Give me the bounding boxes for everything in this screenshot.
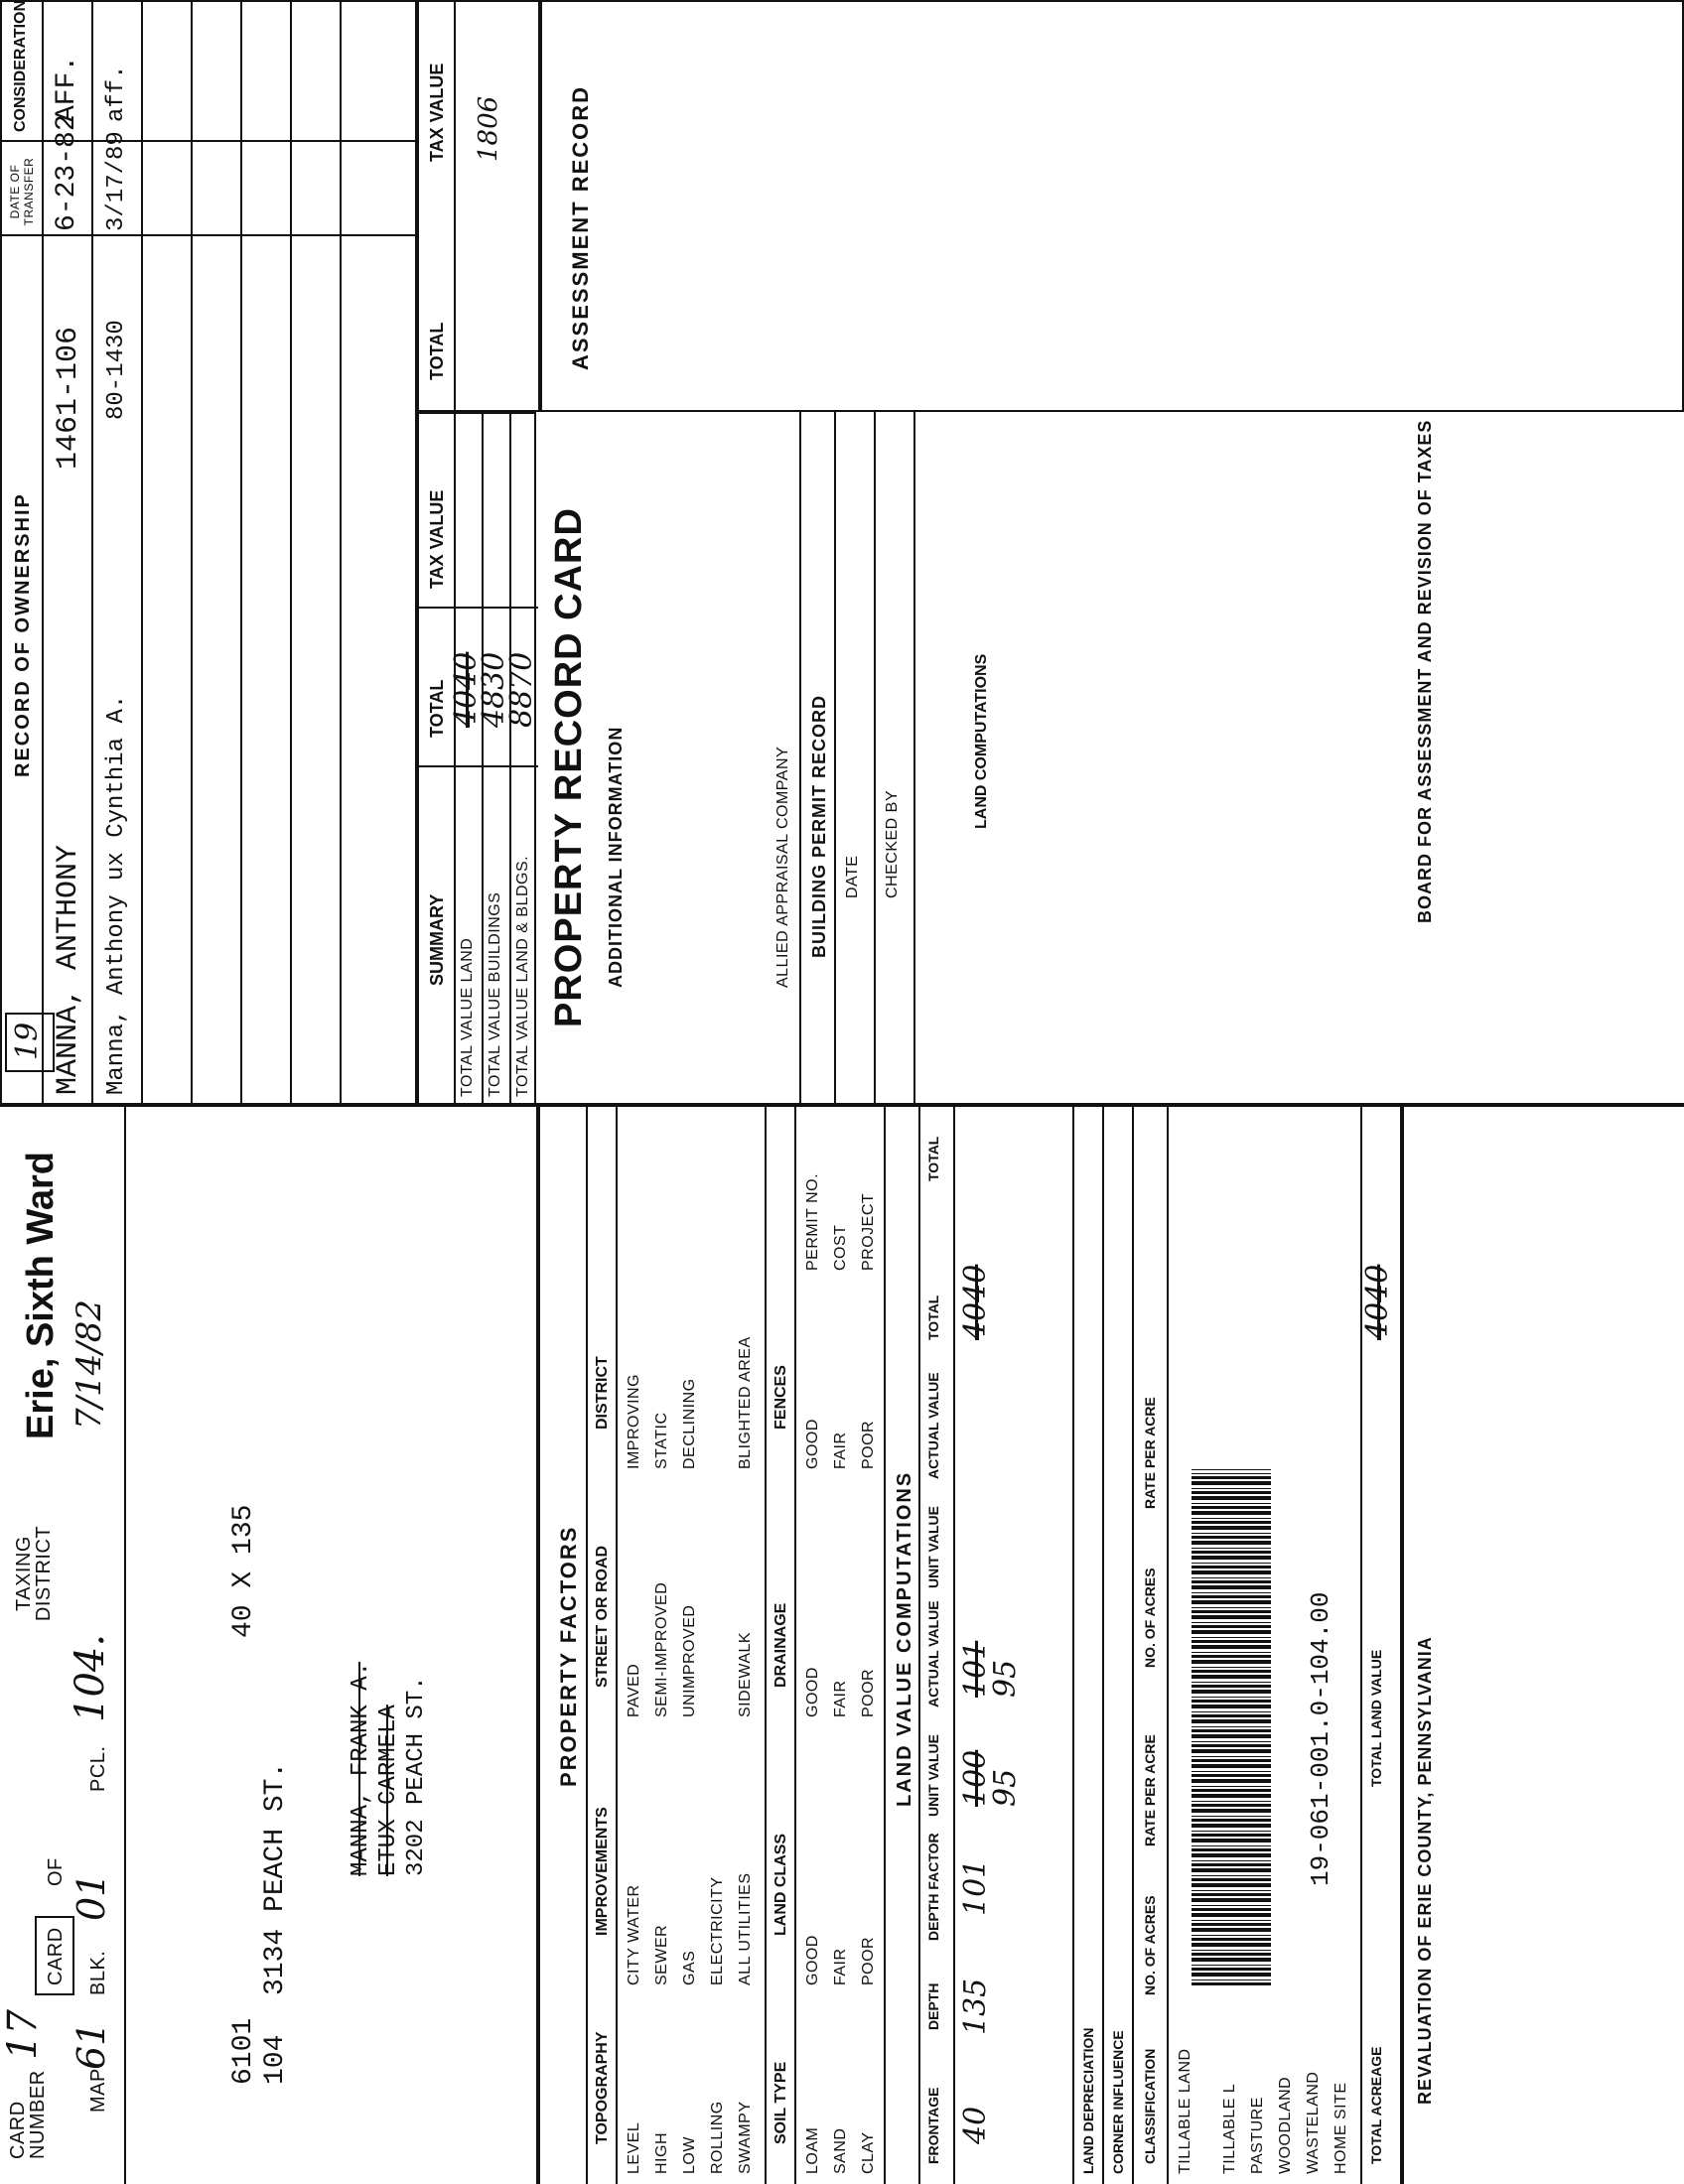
impr-sewer: SEWER (653, 1924, 670, 1985)
owner-row1-consideration: AFF. (52, 55, 82, 122)
class-pasture: PASTURE (1249, 2097, 1266, 2174)
parcel-owner-addr: 3202 PEACH ST. (403, 1676, 430, 1876)
lv-h-actual1: ACTUAL VALUE (925, 1600, 941, 1707)
impr-water: CITY WATER (626, 1884, 642, 1985)
land-depreciation: LAND DEPRECIATION (1080, 2027, 1096, 2174)
ownership-title: RECORD OF OWNERSHIP (12, 492, 34, 777)
class-tillable-l: TILLABLE L (1221, 2083, 1238, 2174)
card-number-label: CARD NUMBER (7, 2070, 49, 2159)
class-home-site: HOME SITE (1333, 2082, 1349, 2174)
assessment-tax-label: TAX VALUE (427, 63, 447, 162)
summary-row1-total: 4040 (449, 651, 484, 728)
total-land-value-hand: 4040 (1360, 1264, 1395, 1340)
class-h-rate1: RATE PER ACRE (1142, 1734, 1158, 1846)
district-blighted: BLIGHTED AREA (737, 1336, 754, 1469)
record-card-title: PROPERTY RECORD CARD (548, 507, 590, 1027)
land-class-header: LAND CLASS (772, 1833, 789, 1936)
owner-row2-book: 80-1430 (103, 320, 130, 420)
soil-header: SOIL TYPE (772, 2061, 789, 2144)
land-value-title: LAND VALUE COMPUTATIONS (894, 1470, 915, 1807)
fences-header: FENCES (772, 1365, 789, 1430)
parcel-line1: 6101 (228, 2017, 259, 2085)
summary-row3-label: TOTAL VALUE LAND & BLDGS. (514, 855, 531, 1097)
class-h-acres1: NO. OF ACRES (1142, 1895, 1158, 1995)
landclass-good: GOOD (804, 1935, 821, 1985)
lv-h-factor: DEPTH FACTOR (925, 1833, 941, 1941)
permit-no-label: PERMIT NO. (804, 1172, 821, 1271)
lv-total: 4040 (958, 1264, 993, 1340)
district-header: DISTRICT (594, 1356, 611, 1430)
assessment-hand1: 1806 (474, 95, 503, 162)
additional-info: ADDITIONAL INFORMATION (606, 726, 626, 988)
allied-company: ALLIED APPRAISAL COMPANY (774, 746, 791, 988)
summary-section (417, 412, 539, 1107)
owner-row1-book: 1461-106 (52, 326, 85, 470)
fences-good: GOOD (804, 1419, 821, 1469)
footer-right: BOARD FOR ASSESSMENT AND REVISION OF TAXES (1415, 419, 1435, 923)
street-unimproved: UNIMPROVED (681, 1604, 698, 1717)
map-label: MAP (87, 2068, 109, 2113)
owner-row2-name: Manna, Anthony ux Cynthia A. (103, 694, 130, 1095)
corner-influence: CORNER INFLUENCE (1110, 2030, 1126, 2174)
parcel-dimensions: 40 X 135 (228, 1504, 259, 1638)
assessment-section (417, 0, 1684, 412)
landclass-fair: FAIR (832, 1948, 849, 1985)
street-sidewalk: SIDEWALK (737, 1631, 754, 1717)
topography-header: TOPOGRAPHY (594, 2031, 611, 2144)
lv-unit1: 100 (958, 1749, 993, 1807)
owner-row2-consideration: aff. (103, 65, 130, 122)
lv-unit1b: 95 (988, 1768, 1023, 1807)
total-land-value: TOTAL LAND VALUE (1368, 1649, 1384, 1787)
lv-h-actual2: ACTUAL VALUE (925, 1372, 941, 1479)
footer-left: REVALUATION OF ERIE COUNTY, PENNSYLVANIA (1415, 1636, 1435, 2105)
fences-poor: POOR (860, 1420, 877, 1469)
lv-h-unit1: UNIT VALUE (925, 1734, 941, 1817)
record-card-band (536, 412, 1684, 1107)
consideration-label: CONSIDERATION (12, 0, 29, 132)
topo-level: LEVEL (626, 2121, 642, 2174)
summary-title: SUMMARY (427, 893, 447, 986)
date-transfer-label: DATE OF TRANSFER (8, 157, 36, 226)
summary-row2-label: TOTAL VALUE BUILDINGS (487, 891, 503, 1097)
impr-gas: GAS (681, 1950, 698, 1985)
lv-factor: 101 (958, 1858, 993, 1916)
street-paved: PAVED (626, 1663, 642, 1717)
parcel-owner-strike2: ETUX CARMELA (375, 1705, 402, 1876)
project-label: PROJECT (860, 1192, 877, 1271)
drainage-fair: FAIR (832, 1680, 849, 1717)
class-woodland: WOODLAND (1277, 2076, 1294, 2174)
box-number-value: 19 (10, 1022, 45, 1060)
topo-high: HIGH (653, 2132, 670, 2174)
lv-h-total2: TOTAL (925, 1136, 941, 1181)
class-h-acres2: NO. OF ACRES (1142, 1568, 1158, 1668)
land-computations-label: LAND COMPUTATIONS (973, 653, 990, 829)
class-h-rate2: RATE PER ACRE (1142, 1397, 1158, 1509)
summary-tax-label: TAX VALUE (427, 489, 447, 589)
topo-rolling: ROLLING (709, 2101, 726, 2174)
parcel-line2: 104 (260, 2034, 291, 2085)
class-tillable: TILLABLE LAND (1177, 2048, 1193, 2174)
soil-loam: LOAM (804, 2126, 821, 2174)
landclass-poor: POOR (860, 1936, 877, 1985)
taxing-district-label: TAXING DISTRICT (13, 1525, 55, 1622)
lv-depth: 135 (958, 1978, 993, 2035)
street-header: STREET OR ROAD (594, 1545, 611, 1688)
soil-sand: SAND (832, 2127, 849, 2174)
class-h-classification: CLASSIFICATION (1142, 2048, 1158, 2164)
ownership-section (0, 0, 417, 1107)
summary-row2-total: 4830 (477, 651, 511, 728)
lv-actual1: 101 (958, 1640, 993, 1698)
district-declining: DECLINING (681, 1378, 698, 1469)
drainage-good: GOOD (804, 1667, 821, 1717)
summary-row1-label: TOTAL VALUE LAND (459, 937, 476, 1097)
checked-by-label: CHECKED BY (884, 789, 901, 898)
assessment-title: ASSESSMENT RECORD (568, 84, 593, 370)
owner-row1-name: MANNA, ANTHONY (52, 844, 85, 1095)
pcl-value: 104. (68, 1633, 113, 1722)
parcel-id: 19-061-001.0-104.00 (1306, 1591, 1335, 1886)
owner-row1-date: 6-23-82 (52, 114, 82, 231)
permit-title: BUILDING PERMIT RECORD (809, 695, 829, 958)
fences-fair: FAIR (832, 1432, 849, 1469)
of-label: OF (45, 1857, 67, 1886)
improvements-header: IMPROVEMENTS (594, 1807, 611, 1936)
drainage-poor: POOR (860, 1668, 877, 1717)
class-wasteland: WASTELAND (1305, 2071, 1322, 2174)
summary-total-label: TOTAL (427, 679, 447, 738)
impr-all: ALL UTILITIES (737, 1872, 754, 1985)
impr-electricity: ELECTRICITY (709, 1876, 726, 1985)
street-semi: SEMI-IMPROVED (653, 1581, 670, 1717)
district-improving: IMPROVING (626, 1373, 642, 1469)
map-value: 61 (70, 2021, 113, 2070)
lv-actual1b: 95 (988, 1659, 1023, 1698)
lv-h-frontage: FRONTAGE (925, 2087, 941, 2164)
card-number-value: 17 (0, 2009, 46, 2060)
district-static: STATIC (653, 1412, 670, 1469)
cost-label: COST (832, 1224, 849, 1271)
assessment-total-label: TOTAL (427, 322, 447, 380)
blk-value: 01 (70, 1872, 113, 1921)
soil-clay: CLAY (860, 2131, 877, 2174)
pcl-label: PCL. (87, 1745, 109, 1792)
date-label: DATE (844, 855, 861, 898)
topo-swampy: SWAMPY (737, 2101, 754, 2174)
lv-h-unit2: UNIT VALUE (925, 1506, 941, 1588)
topo-low: LOW (681, 2136, 698, 2174)
barcode-icon (1192, 1469, 1271, 1985)
factors-section (536, 1107, 1684, 2184)
factors-title: PROPERTY FACTORS (556, 1525, 581, 1787)
taxing-district-value: Erie, Sixth Ward (20, 1152, 62, 1439)
summary-row3-total: 8870 (504, 651, 539, 728)
lv-h-total1: TOTAL (925, 1295, 941, 1340)
lv-h-depth: DEPTH (925, 1982, 941, 2030)
owner-row2-date: 3/17/89 (103, 131, 130, 231)
total-acreage: TOTAL ACREAGE (1368, 2046, 1384, 2164)
parcel-owner-strike1: MANNA, FRANK A. (348, 1661, 374, 1876)
parcel-address: 3134 PEACH ST. (260, 1761, 291, 1995)
blk-label: BLK. (87, 1950, 109, 1995)
lv-frontage: 40 (958, 2106, 993, 2144)
card-label: CARD (45, 1927, 67, 1985)
drainage-header: DRAINAGE (772, 1602, 789, 1688)
date-stamp: 7/14/82 (70, 1298, 109, 1430)
